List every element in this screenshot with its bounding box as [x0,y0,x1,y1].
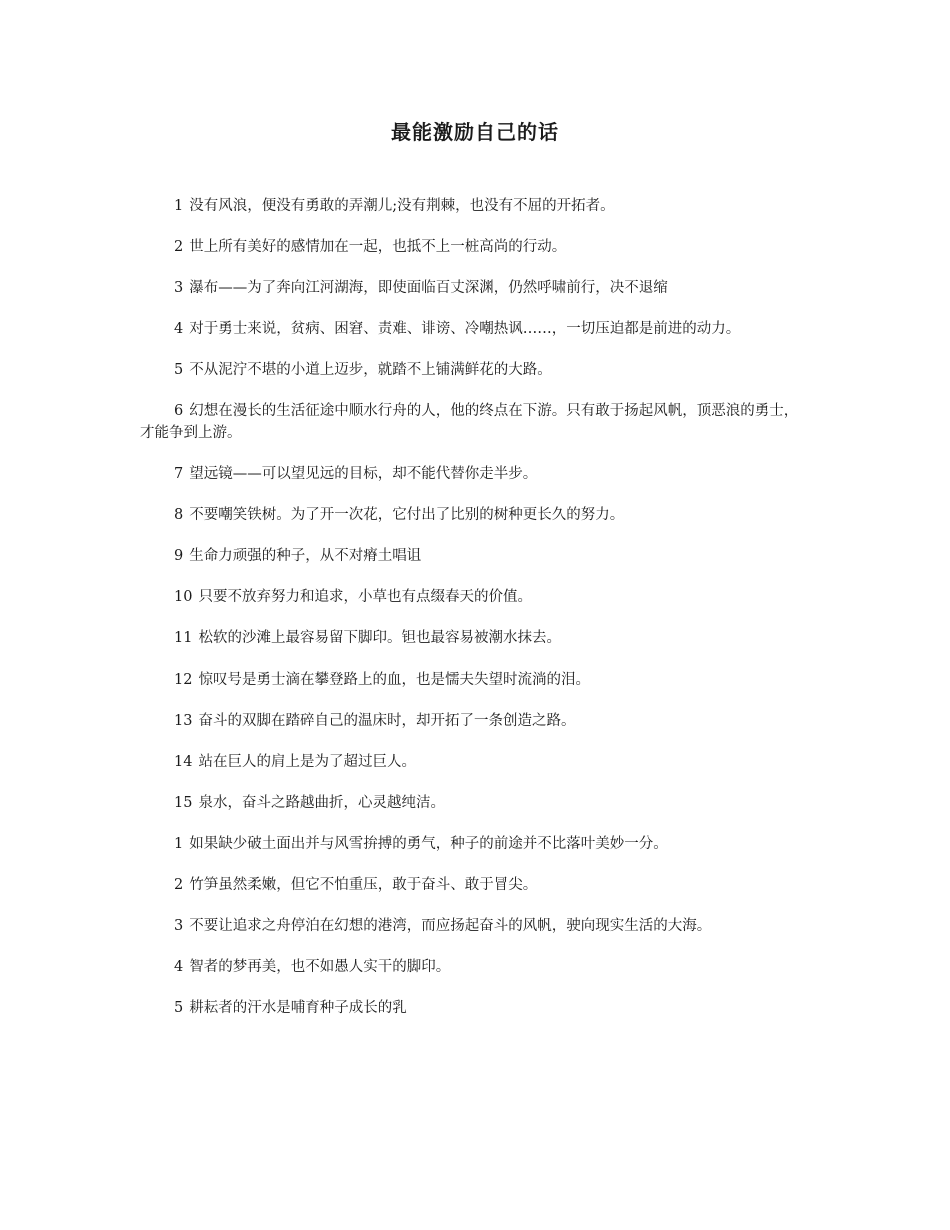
document-body [140,196,810,1039]
paragraph [140,360,810,382]
paragraph-number: 7 [174,466,184,483]
paragraph-text: 瀑布——为了奔向江河湖海，即使面临百丈深渊，仍然呼啸前行，决不退缩 [189,280,668,297]
paragraph-text: 不从泥泞不堪的小道上迈步，就踏不上铺满鲜花的大路。 [189,362,552,379]
paragraph [140,319,810,341]
paragraph [140,464,810,486]
paragraph-text: 不要让追求之舟停泊在幻想的港湾，而应扬起奋斗的风帆，驶向现实生活的大海。 [189,918,712,935]
paragraph-text: 智者的梦再美，也不如愚人实干的脚印。 [189,959,451,976]
paragraph-text: 竹笋虽然柔嫩，但它不怕重压，敢于奋斗、敢于冒尖。 [189,877,538,893]
paragraph-number: 6 [174,403,184,420]
paragraph-number: 12 [174,671,193,688]
paragraph-number: 5 [174,1000,184,1017]
paragraph [140,278,810,300]
paragraph-number: 3 [174,918,184,935]
paragraph [140,998,810,1020]
paragraph-number: 1 [174,198,184,214]
paragraph [140,875,810,897]
paragraph-text: 幻想在漫长的生活征途中顺水行舟的人，他的终点在下游。只有敢于扬起风帆，顶恶浪的勇士，才能争到上游。 [140,403,799,441]
paragraph-number: 2 [174,239,184,256]
paragraph-number: 15 [174,794,193,811]
paragraph [140,546,810,568]
paragraph-number: 13 [174,712,193,729]
paragraph [140,752,810,774]
paragraph-number: 8 [174,507,184,524]
paragraph-number: 2 [174,877,184,893]
paragraph-text: 望远镜——可以望见远的目标，却不能代替你走半步。 [189,466,538,483]
paragraph-number: 4 [174,959,184,976]
paragraph-text: 泉水，奋斗之路越曲折，心灵越纯洁。 [198,794,445,811]
paragraph [140,196,810,218]
paragraph-number: 3 [174,280,184,297]
paragraph-number: 10 [174,589,193,606]
paragraph-text: 耕耘者的汗水是哺育种子成长的乳 [189,1000,407,1017]
paragraph [140,505,810,527]
paragraph-text: 生命力顽强的种子，从不对瘠土唱诅 [189,548,422,565]
paragraph-number: 11 [174,630,193,647]
paragraph [140,957,810,979]
paragraph [140,711,810,733]
paragraph [140,237,810,259]
paragraph-number: 14 [174,753,193,770]
paragraph [140,793,810,815]
paragraph [140,916,810,938]
paragraph-text: 站在巨人的肩上是为了超过巨人。 [198,753,416,770]
paragraph-text: 惊叹号是勇士滴在攀登路上的血，也是懦夫失望时流淌的泪。 [198,671,590,688]
paragraph [140,834,810,856]
paragraph-text: 如果缺少破土面出并与风雪拚搏的勇气，种子的前途并不比落叶美妙一分。 [189,835,668,852]
document-title: 最能激励自己的话 [391,120,559,144]
paragraph-text: 奋斗的双脚在踏碎自己的温床时，却开拓了一条创造之路。 [198,712,576,729]
paragraph [140,628,810,650]
paragraph-number: 1 [174,835,184,852]
paragraph-text: 世上所有美好的感情加在一起，也抵不上一桩高尚的行动。 [189,239,567,256]
paragraph-text: 不要嘲笑铁树。为了开一次花，它付出了比别的树种更长久的努力。 [189,507,625,524]
paragraph [140,401,810,444]
paragraph-text: 没有风浪，便没有勇敢的弄潮儿;没有荆棘，也没有不屈的开拓者。 [189,198,615,214]
paragraph-number: 5 [174,362,184,379]
paragraph [140,587,810,609]
paragraph-text: 对于勇士来说，贫病、困窘、责难、诽谤、冷嘲热讽……，一切压迫都是前进的动力。 [189,321,741,338]
paragraph-number: 9 [174,548,184,565]
paragraph-text: 松软的沙滩上最容易留下脚印。钽也最容易被潮水抹去。 [198,630,561,647]
paragraph-number: 4 [174,321,184,338]
paragraph [140,670,810,692]
paragraph-text: 只要不放弃努力和追求，小草也有点缀春天的价值。 [198,589,532,606]
